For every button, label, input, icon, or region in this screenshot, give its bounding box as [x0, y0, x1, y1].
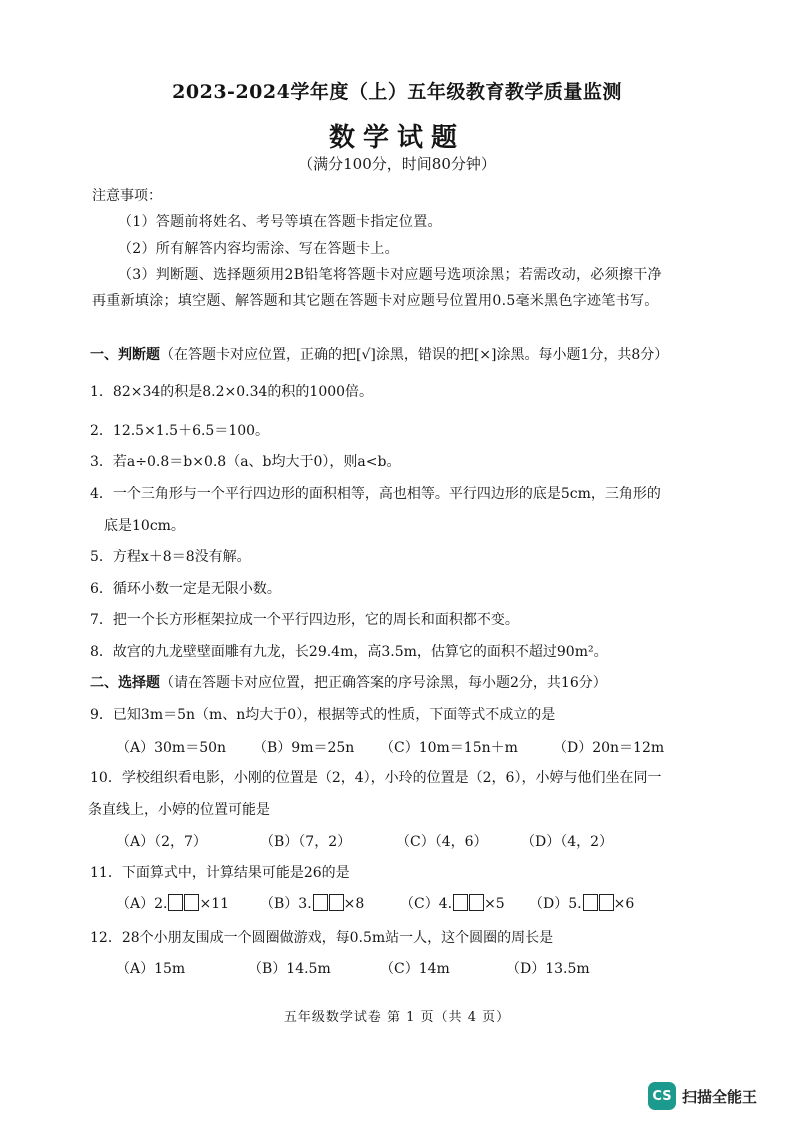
page-footer: 五年级数学试卷 第 1 页（共 4 页）: [283, 1010, 511, 1025]
blank-box: [583, 894, 598, 911]
score-time-info: （满分100分，时间80分钟）: [298, 155, 496, 173]
section1-header: [90, 344, 668, 364]
scanner-watermark: [648, 1082, 757, 1110]
blank-box: [329, 894, 344, 911]
subject-title: 数学试题: [328, 123, 465, 153]
blank-box: [469, 894, 484, 911]
scanner-app-name: 扫描全能王: [682, 1087, 758, 1106]
question-10: 10．学校组织看电影，小刚的位置是（2，4），小玲的位置是（2，6），小婷与他们坐在同一: [90, 770, 662, 786]
option-d: （D）（4，2）: [521, 834, 614, 850]
option-c: （C）4. ×5: [400, 896, 505, 912]
option-a: （A）2. ×11: [116, 896, 230, 912]
note-item: 再重新填涂；填空题、解答题和其它题在答题卡对应题号位置用0.5毫米黑色字迹笔书写。: [92, 293, 659, 309]
section2-header: [90, 672, 607, 692]
question-3: 3．若a÷0.8＝b×0.8（a、b均大于0），则a<b。: [90, 454, 401, 470]
blank-box: [313, 894, 328, 911]
question-10-cont: 条直线上，小婷的位置可能是: [88, 802, 270, 818]
question-11: 11．下面算式中，计算结果可能是26的是: [90, 865, 350, 881]
camscanner-logo-icon: CS: [648, 1082, 676, 1110]
note-item: （1）答题前将姓名、考号等填在答题卡指定位置。: [118, 214, 442, 230]
option-c: （C）（4，6）: [396, 834, 488, 850]
blank-box: [168, 894, 183, 911]
exam-title: 2023-2024学年度（上）五年级教育教学质量监测: [172, 81, 622, 103]
option-b: （B）（7，2）: [260, 834, 352, 850]
question-5: 5．方程x＋8＝8没有解。: [90, 549, 251, 565]
option-a: （A）（2，7）: [116, 834, 207, 850]
blank-box: [184, 894, 199, 911]
option-a: （A）15m: [116, 961, 186, 977]
question-4: 4．一个三角形与一个平行四边形的面积相等，高也相等。平行四边形的底是5cm，三角形的: [90, 486, 661, 502]
note-item: （3）判断题、选择题须用2B铅笔将答题卡对应题号选项涂黑；若需改动，必须擦干净: [118, 267, 662, 283]
option-c: （C）14m: [380, 961, 450, 977]
question-6: 6．循环小数一定是无限小数。: [90, 581, 281, 597]
question-2: 2．12.5×1.5＋6.5＝100。: [90, 423, 270, 439]
question-12: 12．28个小朋友围成一个圆圈做游戏，每0.5m站一人，这个圆圈的周长是: [90, 930, 554, 946]
section2-title: 二、选择题: [90, 675, 160, 691]
option-d: （D）20n＝12m: [553, 740, 665, 756]
section2-desc: （请在答题卡对应位置，把正确答案的序号涂黑，每小题2分，共16分）: [160, 675, 607, 691]
question-7: 7．把一个长方形框架拉成一个平行四边形，它的周长和面积都不变。: [90, 612, 519, 628]
option-d: （D）13.5m: [506, 961, 590, 977]
section1-desc: （在答题卡对应位置，正确的把[√]涂黑，错误的把[×]涂黑。每小题1分，共8分）: [160, 347, 669, 363]
notes-label: 注意事项：: [92, 188, 162, 204]
option-b: （B）9m＝25n: [253, 740, 355, 756]
question-4-cont: 底是10cm。: [104, 518, 185, 534]
option-d: （D）5. ×6: [529, 896, 635, 912]
option-a: （A）30m＝50n: [116, 740, 227, 756]
question-9: 9．已知3m＝5n（m、n均大于0），根据等式的性质，下面等式不成立的是: [90, 707, 556, 723]
blank-box: [599, 894, 614, 911]
note-item: （2）所有解答内容均需涂、写在答题卡上。: [118, 241, 399, 257]
question-8: 8．故宫的九龙壁壁面雕有九龙，长29.4m，高3.5m，估算它的面积不超过90m²。: [90, 644, 608, 660]
option-c: （C）10m＝15n＋m: [380, 740, 518, 756]
option-b: （B）3. ×8: [260, 896, 365, 912]
question-1: 1．82×34的积是8.2×0.34的积的1000倍。: [90, 384, 374, 400]
option-b: （B）14.5m: [248, 961, 331, 977]
blank-box: [453, 894, 468, 911]
section1-title: 一、判断题: [90, 347, 160, 363]
